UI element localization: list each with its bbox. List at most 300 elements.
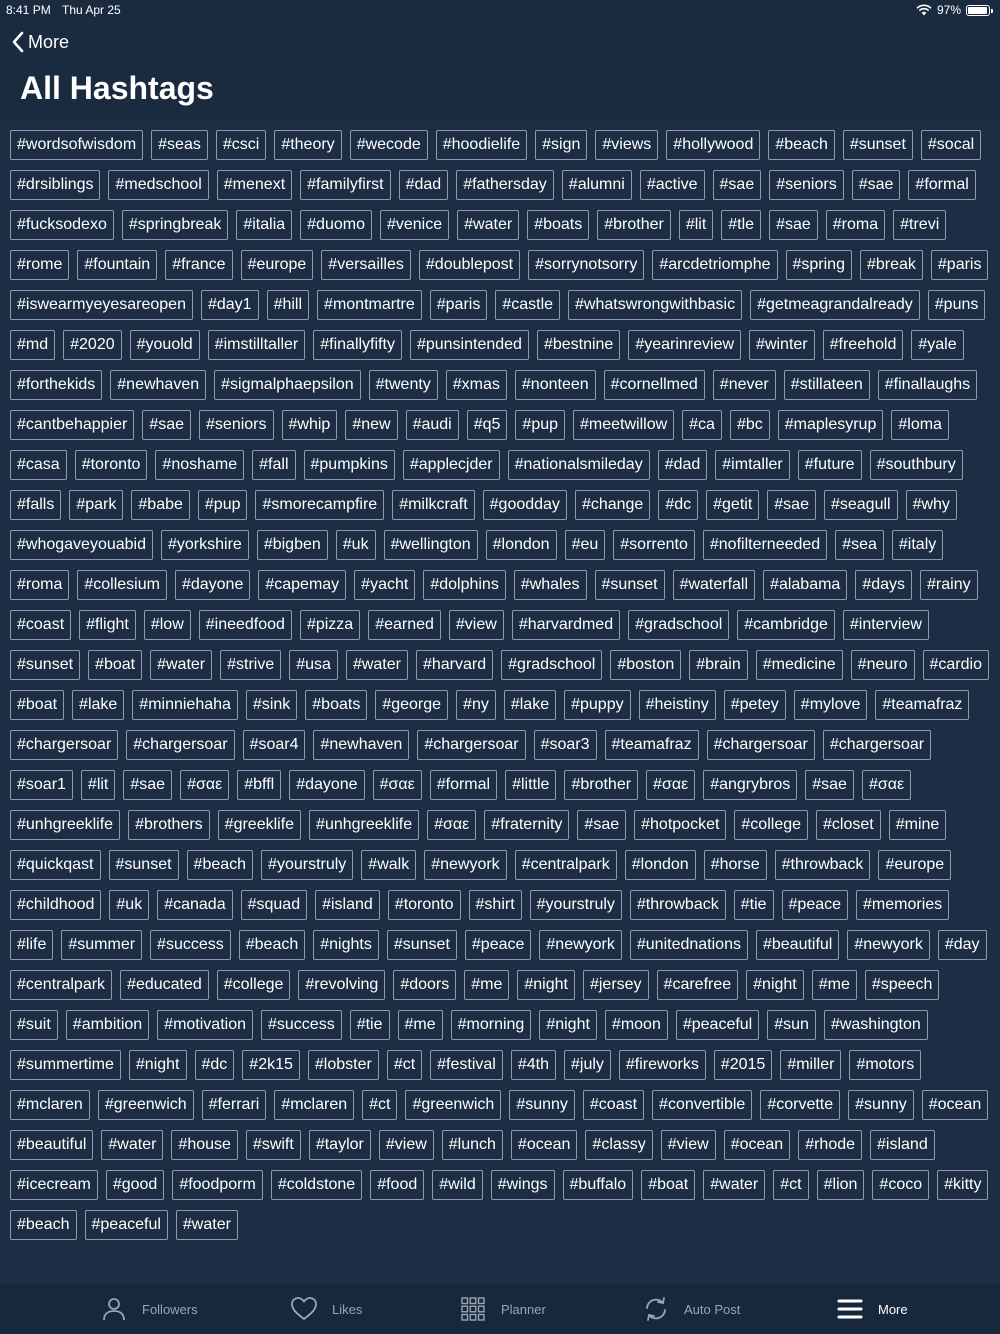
hashtag-chip[interactable]: #buffalo <box>563 1170 634 1200</box>
hashtag-chip[interactable]: #moon <box>605 1010 668 1040</box>
hashtag-chip[interactable]: #unhgreeklife <box>10 810 120 840</box>
hashtag-chip[interactable]: #brother <box>597 210 671 240</box>
hashtag-chip[interactable]: #water <box>346 650 408 680</box>
hashtag-chip[interactable]: #view <box>379 1130 434 1160</box>
hashtag-chip[interactable]: #sorrento <box>613 530 695 560</box>
hashtag-chip[interactable]: #toronto <box>75 450 148 480</box>
hashtag-chip[interactable]: #2020 <box>63 330 122 360</box>
hashtag-chip[interactable]: #drsiblings <box>10 170 100 200</box>
hashtag-chip[interactable]: #hotpocket <box>634 810 726 840</box>
hashtag-chip[interactable]: #college <box>734 810 808 840</box>
hashtag-chip[interactable]: #strive <box>220 650 281 680</box>
hashtag-chip[interactable]: #finallaughs <box>878 370 977 400</box>
hashtag-chip[interactable]: #mclaren <box>10 1090 90 1120</box>
hashtag-chip[interactable]: #hill <box>267 290 309 320</box>
back-button[interactable] <box>10 30 69 54</box>
hashtag-chip[interactable]: #bestnine <box>537 330 620 360</box>
hashtag-chip[interactable]: #doublepost <box>419 250 520 280</box>
hashtag-chip[interactable]: #dayone <box>175 570 250 600</box>
hashtag-list[interactable] <box>10 130 994 1278</box>
hashtag-chip[interactable]: #greenwich <box>405 1090 501 1120</box>
hashtag-chip[interactable]: #night <box>539 1010 597 1040</box>
hashtag-chip[interactable]: #peace <box>465 930 532 960</box>
hashtag-chip[interactable]: #boston <box>610 650 681 680</box>
hashtag-chip[interactable]: #throwback <box>775 850 871 880</box>
hashtag-chip[interactable]: #view <box>661 1130 716 1160</box>
hashtag-chip[interactable]: #europe <box>878 850 951 880</box>
hashtag-chip[interactable]: #σαε <box>180 770 229 800</box>
hashtag-chip[interactable]: #views <box>595 130 658 160</box>
hashtag-chip[interactable]: #sunset <box>10 650 80 680</box>
hashtag-chip[interactable]: #motors <box>849 1050 921 1080</box>
hashtag-chip[interactable]: #day1 <box>201 290 259 320</box>
hashtag-chip[interactable]: #puns <box>928 290 986 320</box>
hashtag-chip[interactable]: #pizza <box>300 610 360 640</box>
hashtag-chip[interactable]: #ambition <box>66 1010 149 1040</box>
hashtag-chip[interactable]: #ferrari <box>202 1090 267 1120</box>
hashtag-chip[interactable]: #goodday <box>483 490 567 520</box>
hashtag-chip[interactable]: #alumni <box>562 170 632 200</box>
hashtag-chip[interactable]: #ocean <box>724 1130 791 1160</box>
hashtag-chip[interactable]: #jersey <box>583 970 649 1000</box>
hashtag-chip[interactable]: #puppy <box>564 690 631 720</box>
hashtag-chip[interactable]: #change <box>575 490 650 520</box>
hashtag-chip[interactable]: #bffl <box>237 770 281 800</box>
hashtag-chip[interactable]: #whogaveyouabid <box>10 530 153 560</box>
hashtag-chip[interactable]: #lake <box>504 690 556 720</box>
hashtag-chip[interactable]: #ct <box>773 1170 808 1200</box>
hashtag-chip[interactable]: #day <box>938 930 987 960</box>
hashtag-chip[interactable]: #carefree <box>657 970 739 1000</box>
hashtag-chip[interactable]: #sunset <box>595 570 665 600</box>
hashtag-chip[interactable]: #break <box>860 250 923 280</box>
hashtag-chip[interactable]: #water <box>150 650 212 680</box>
hashtag-chip[interactable]: #teamafraz <box>875 690 969 720</box>
hashtag-chip[interactable]: #boat <box>88 650 142 680</box>
hashtag-chip[interactable]: #educated <box>120 970 209 1000</box>
hashtag-chip[interactable]: #lion <box>817 1170 865 1200</box>
hashtag-chip[interactable]: #yale <box>911 330 963 360</box>
hashtag-chip[interactable]: #medschool <box>108 170 208 200</box>
hashtag-chip[interactable]: #peace <box>782 890 849 920</box>
hashtag-chip[interactable]: #beautiful <box>10 1130 93 1160</box>
hashtag-chip[interactable]: #menext <box>217 170 292 200</box>
hashtag-chip[interactable]: #4th <box>511 1050 556 1080</box>
hashtag-chip[interactable]: #me <box>812 970 857 1000</box>
hashtag-chip[interactable]: #harvard <box>416 650 493 680</box>
hashtag-chip[interactable]: #sigmalphaepsilon <box>214 370 361 400</box>
hashtag-chip[interactable]: #memories <box>856 890 949 920</box>
hashtag-chip[interactable]: #little <box>505 770 556 800</box>
hashtag-chip[interactable]: #seniors <box>769 170 843 200</box>
hashtag-chip[interactable]: #dayone <box>289 770 364 800</box>
hashtag-chip[interactable]: #good <box>106 1170 165 1200</box>
hashtag-chip[interactable]: #boats <box>527 210 589 240</box>
hashtag-chip[interactable]: #summertime <box>10 1050 121 1080</box>
hashtag-chip[interactable]: #milkcraft <box>392 490 474 520</box>
hashtag-chip[interactable]: #σαε <box>646 770 695 800</box>
hashtag-chip[interactable]: #night <box>746 970 804 1000</box>
hashtag-chip[interactable]: #miller <box>780 1050 841 1080</box>
hashtag-chip[interactable]: #water <box>457 210 519 240</box>
hashtag-chip[interactable]: #wings <box>491 1170 555 1200</box>
hashtag-chip[interactable]: #nofilterneeded <box>703 530 827 560</box>
hashtag-chip[interactable]: #forthekids <box>10 370 102 400</box>
hashtag-chip[interactable]: #lake <box>72 690 124 720</box>
hashtag-chip[interactable]: #washington <box>824 1010 928 1040</box>
hashtag-chip[interactable]: #mine <box>889 810 947 840</box>
hashtag-chip[interactable]: #applecjder <box>403 450 500 480</box>
hashtag-chip[interactable]: #sink <box>246 690 297 720</box>
hashtag-chip[interactable]: #capemay <box>258 570 346 600</box>
tab-likes[interactable] <box>290 1284 362 1334</box>
hashtag-chip[interactable]: #wild <box>432 1170 482 1200</box>
hashtag-chip[interactable]: #roma <box>10 570 69 600</box>
hashtag-chip[interactable]: #nights <box>313 930 379 960</box>
hashtag-chip[interactable]: #chargersoar <box>126 730 234 760</box>
hashtag-chip[interactable]: #dc <box>658 490 698 520</box>
hashtag-chip[interactable]: #paris <box>931 250 989 280</box>
hashtag-chip[interactable]: #boat <box>641 1170 695 1200</box>
hashtag-chip[interactable]: #earned <box>368 610 441 640</box>
hashtag-chip[interactable]: #hollywood <box>666 130 760 160</box>
hashtag-chip[interactable]: #sae <box>577 810 626 840</box>
hashtag-chip[interactable]: #collesium <box>77 570 167 600</box>
hashtag-chip[interactable]: #house <box>171 1130 238 1160</box>
hashtag-chip[interactable]: #july <box>564 1050 611 1080</box>
hashtag-chip[interactable]: #ct <box>387 1050 422 1080</box>
hashtag-chip[interactable]: #festival <box>430 1050 503 1080</box>
hashtag-chip[interactable]: #foodporm <box>172 1170 263 1200</box>
hashtag-chip[interactable]: #castle <box>495 290 560 320</box>
hashtag-chip[interactable]: #success <box>261 1010 342 1040</box>
hashtag-chip[interactable]: #sae <box>769 210 818 240</box>
hashtag-chip[interactable]: #wecode <box>350 130 428 160</box>
hashtag-chip[interactable]: #ct <box>362 1090 397 1120</box>
hashtag-chip[interactable]: #george <box>375 690 448 720</box>
hashtag-chip[interactable]: #ca <box>682 410 722 440</box>
hashtag-chip[interactable]: #pumpkins <box>304 450 395 480</box>
hashtag-chip[interactable]: #fireworks <box>619 1050 706 1080</box>
hashtag-chip[interactable]: #brothers <box>128 810 210 840</box>
hashtag-chip[interactable]: #sae <box>713 170 762 200</box>
hashtag-chip[interactable]: #coldstone <box>271 1170 362 1200</box>
hashtag-chip[interactable]: #duomo <box>300 210 372 240</box>
hashtag-chip[interactable]: #me <box>464 970 509 1000</box>
hashtag-chip[interactable]: #unhgreeklife <box>309 810 419 840</box>
hashtag-chip[interactable]: #fraternity <box>484 810 569 840</box>
hashtag-chip[interactable]: #lit <box>679 210 713 240</box>
hashtag-chip[interactable]: #yourstruly <box>530 890 622 920</box>
hashtag-chip[interactable]: #cantbehappier <box>10 410 134 440</box>
hashtag-chip[interactable]: #childhood <box>10 890 101 920</box>
hashtag-chip[interactable]: #getmeagrandalready <box>750 290 920 320</box>
hashtag-chip[interactable]: #centralpark <box>515 850 617 880</box>
hashtag-chip[interactable]: #fucksodexo <box>10 210 114 240</box>
hashtag-chip[interactable]: #classy <box>585 1130 652 1160</box>
hashtag-chip[interactable]: #beach <box>239 930 306 960</box>
hashtag-chip[interactable]: #sorrynotsorry <box>528 250 644 280</box>
hashtag-chip[interactable]: #italy <box>892 530 943 560</box>
hashtag-chip[interactable]: #babe <box>131 490 190 520</box>
hashtag-chip[interactable]: #petey <box>724 690 786 720</box>
hashtag-chip[interactable]: #socal <box>921 130 981 160</box>
hashtag-chip[interactable]: #rhode <box>798 1130 862 1160</box>
hashtag-chip[interactable]: #sae <box>767 490 816 520</box>
tab-followers[interactable] <box>100 1284 198 1334</box>
hashtag-chip[interactable]: #imtaller <box>715 450 789 480</box>
hashtag-chip[interactable]: #ineedfood <box>199 610 292 640</box>
hashtag-chip[interactable]: #seagull <box>824 490 898 520</box>
hashtag-chip[interactable]: #squad <box>241 890 308 920</box>
hashtag-chip[interactable]: #alabama <box>763 570 847 600</box>
hashtag-chip[interactable]: #mylove <box>794 690 868 720</box>
hashtag-chip[interactable]: #soar1 <box>10 770 73 800</box>
hashtag-chip[interactable]: #active <box>640 170 705 200</box>
hashtag-chip[interactable]: #newhaven <box>313 730 409 760</box>
hashtag-chip[interactable]: #tie <box>350 1010 390 1040</box>
hashtag-chip[interactable]: #iswearmyeyesareopen <box>10 290 193 320</box>
hashtag-chip[interactable]: #walk <box>361 850 416 880</box>
hashtag-chip[interactable]: #youold <box>130 330 200 360</box>
hashtag-chip[interactable]: #teamafraz <box>605 730 699 760</box>
hashtag-chip[interactable]: #summer <box>61 930 142 960</box>
hashtag-chip[interactable]: #toronto <box>388 890 461 920</box>
hashtag-chip[interactable]: #sae <box>142 410 191 440</box>
hashtag-chip[interactable]: #night <box>517 970 575 1000</box>
hashtag-chip[interactable]: #newhaven <box>110 370 206 400</box>
hashtag-chip[interactable]: #dad <box>399 170 449 200</box>
hashtag-chip[interactable]: #swift <box>246 1130 301 1160</box>
hashtag-chip[interactable]: #lobster <box>308 1050 379 1080</box>
hashtag-chip[interactable]: #wordsofwisdom <box>10 130 143 160</box>
hashtag-chip[interactable]: #new <box>345 410 397 440</box>
hashtag-chip[interactable]: #water <box>176 1210 238 1240</box>
hashtag-chip[interactable]: #newyork <box>424 850 506 880</box>
hashtag-chip[interactable]: #getit <box>706 490 759 520</box>
hashtag-chip[interactable]: #familyfirst <box>300 170 390 200</box>
hashtag-chip[interactable]: #greeklife <box>218 810 301 840</box>
hashtag-chip[interactable]: #morning <box>451 1010 532 1040</box>
hashtag-chip[interactable]: #uk <box>336 530 376 560</box>
hashtag-chip[interactable]: #falls <box>10 490 61 520</box>
hashtag-chip[interactable]: #london <box>486 530 557 560</box>
hashtag-chip[interactable]: #beach <box>768 130 835 160</box>
hashtag-chip[interactable]: #loma <box>891 410 949 440</box>
hashtag-chip[interactable]: #smorecampfire <box>255 490 384 520</box>
hashtag-chip[interactable]: #theory <box>274 130 341 160</box>
hashtag-chip[interactable]: #chargersoar <box>707 730 815 760</box>
hashtag-chip[interactable]: #sae <box>852 170 901 200</box>
hashtag-chip[interactable]: #maplesyrup <box>778 410 884 440</box>
hashtag-chip[interactable]: #horse <box>704 850 767 880</box>
hashtag-chip[interactable]: #neuro <box>851 650 915 680</box>
hashtag-chip[interactable]: #convertible <box>652 1090 752 1120</box>
hashtag-chip[interactable]: #fountain <box>77 250 157 280</box>
hashtag-chip[interactable]: #seas <box>151 130 208 160</box>
hashtag-chip[interactable]: #sunset <box>109 850 179 880</box>
hashtag-chip[interactable]: #lit <box>81 770 115 800</box>
hashtag-chip[interactable]: #centralpark <box>10 970 112 1000</box>
hashtag-chip[interactable]: #yacht <box>354 570 415 600</box>
hashtag-chip[interactable]: #twenty <box>369 370 438 400</box>
hashtag-chip[interactable]: #coast <box>10 610 71 640</box>
hashtag-chip[interactable]: #2015 <box>714 1050 773 1080</box>
hashtag-chip[interactable]: #pup <box>198 490 248 520</box>
hashtag-chip[interactable]: #southbury <box>870 450 963 480</box>
hashtag-chip[interactable]: #boat <box>10 690 64 720</box>
hashtag-chip[interactable]: #me <box>398 1010 443 1040</box>
hashtag-chip[interactable]: #σαε <box>862 770 911 800</box>
hashtag-chip[interactable]: #whatswrongwithbasic <box>568 290 742 320</box>
hashtag-chip[interactable]: #chargersoar <box>823 730 931 760</box>
hashtag-chip[interactable]: #icecream <box>10 1170 98 1200</box>
tab-auto-post[interactable] <box>642 1284 740 1334</box>
hashtag-chip[interactable]: #ocean <box>922 1090 989 1120</box>
hashtag-chip[interactable]: #2k15 <box>242 1050 300 1080</box>
hashtag-chip[interactable]: #brain <box>689 650 747 680</box>
hashtag-chip[interactable]: #cardio <box>923 650 989 680</box>
hashtag-chip[interactable]: #throwback <box>630 890 726 920</box>
hashtag-chip[interactable]: #tle <box>721 210 761 240</box>
hashtag-chip[interactable]: #park <box>69 490 123 520</box>
hashtag-chip[interactable]: #minniehaha <box>132 690 238 720</box>
hashtag-chip[interactable]: #success <box>150 930 231 960</box>
hashtag-chip[interactable]: #noshame <box>155 450 244 480</box>
hashtag-chip[interactable]: #sunset <box>843 130 913 160</box>
hashtag-chip[interactable]: #chargersoar <box>10 730 118 760</box>
hashtag-chip[interactable]: #dad <box>658 450 708 480</box>
hashtag-chip[interactable]: #versailles <box>321 250 411 280</box>
hashtag-chip[interactable]: #gradschool <box>628 610 729 640</box>
hashtag-chip[interactable]: #montmartre <box>317 290 422 320</box>
hashtag-chip[interactable]: #dolphins <box>423 570 506 600</box>
hashtag-chip[interactable]: #newyork <box>847 930 929 960</box>
hashtag-chip[interactable]: #food <box>370 1170 424 1200</box>
hashtag-chip[interactable]: #kitty <box>937 1170 988 1200</box>
hashtag-chip[interactable]: #σαε <box>373 770 422 800</box>
hashtag-chip[interactable]: #beautiful <box>756 930 839 960</box>
hashtag-chip[interactable]: #france <box>165 250 232 280</box>
hashtag-chip[interactable]: #harvardmed <box>512 610 620 640</box>
hashtag-chip[interactable]: #gradschool <box>501 650 602 680</box>
hashtag-chip[interactable]: #meetwillow <box>573 410 674 440</box>
hashtag-chip[interactable]: #suit <box>10 1010 58 1040</box>
hashtag-chip[interactable]: #never <box>713 370 776 400</box>
hashtag-chip[interactable]: #view <box>449 610 504 640</box>
hashtag-chip[interactable]: #paris <box>430 290 488 320</box>
hashtag-chip[interactable]: #greenwich <box>98 1090 194 1120</box>
hashtag-chip[interactable]: #europe <box>241 250 314 280</box>
hashtag-chip[interactable]: #md <box>10 330 55 360</box>
hashtag-chip[interactable]: #tie <box>734 890 774 920</box>
hashtag-chip[interactable]: #uk <box>109 890 149 920</box>
hashtag-chip[interactable]: #corvette <box>760 1090 840 1120</box>
hashtag-chip[interactable]: #freehold <box>823 330 904 360</box>
hashtag-chip[interactable]: #dc <box>195 1050 235 1080</box>
hashtag-chip[interactable]: #low <box>144 610 191 640</box>
hashtag-chip[interactable]: #closet <box>816 810 881 840</box>
hashtag-chip[interactable]: #why <box>906 490 957 520</box>
hashtag-chip[interactable]: #flight <box>79 610 136 640</box>
hashtag-chip[interactable]: #punsintended <box>410 330 529 360</box>
hashtag-chip[interactable]: #venice <box>380 210 449 240</box>
tab-more[interactable] <box>836 1284 908 1334</box>
hashtag-chip[interactable]: #ny <box>456 690 496 720</box>
hashtag-chip[interactable]: #boats <box>305 690 367 720</box>
hashtag-chip[interactable]: #shirt <box>469 890 522 920</box>
hashtag-chip[interactable]: #cornellmed <box>604 370 705 400</box>
hashtag-chip[interactable]: #q5 <box>467 410 508 440</box>
hashtag-chip[interactable]: #ocean <box>511 1130 578 1160</box>
hashtag-chip[interactable]: #rome <box>10 250 69 280</box>
hashtag-chip[interactable]: #island <box>315 890 380 920</box>
hashtag-chip[interactable]: #night <box>129 1050 187 1080</box>
hashtag-chip[interactable]: #whip <box>282 410 338 440</box>
hashtag-chip[interactable]: #rainy <box>920 570 978 600</box>
hashtag-chip[interactable]: #doors <box>393 970 456 1000</box>
hashtag-chip[interactable]: #water <box>703 1170 765 1200</box>
hashtag-chip[interactable]: #xmas <box>446 370 507 400</box>
hashtag-chip[interactable]: #italia <box>236 210 292 240</box>
hashtag-chip[interactable]: #taylor <box>309 1130 371 1160</box>
hashtag-chip[interactable]: #revolving <box>298 970 385 1000</box>
hashtag-chip[interactable]: #quickqast <box>10 850 101 880</box>
hashtag-chip[interactable]: #csci <box>216 130 266 160</box>
hashtag-chip[interactable]: #sunny <box>509 1090 575 1120</box>
hashtag-chip[interactable]: #motivation <box>157 1010 253 1040</box>
hashtag-chip[interactable]: #beach <box>10 1210 77 1240</box>
hashtag-chip[interactable]: #college <box>217 970 291 1000</box>
hashtag-chip[interactable]: #london <box>625 850 696 880</box>
hashtag-chip[interactable]: #peaceful <box>676 1010 759 1040</box>
hashtag-chip[interactable]: #formal <box>908 170 975 200</box>
hashtag-chip[interactable]: #winter <box>749 330 815 360</box>
hashtag-chip[interactable]: #bigben <box>257 530 328 560</box>
hashtag-chip[interactable]: #future <box>798 450 862 480</box>
hashtag-chip[interactable]: #seniors <box>199 410 273 440</box>
hashtag-chip[interactable]: #eu <box>565 530 606 560</box>
hashtag-chip[interactable]: #fall <box>252 450 295 480</box>
hashtag-chip[interactable]: #roma <box>826 210 885 240</box>
hashtag-chip[interactable]: #arcdetriomphe <box>652 250 777 280</box>
hashtag-chip[interactable]: #whales <box>514 570 587 600</box>
hashtag-chip[interactable]: #sae <box>805 770 854 800</box>
hashtag-chip[interactable]: #waterfall <box>673 570 755 600</box>
hashtag-chip[interactable]: #σαε <box>427 810 476 840</box>
hashtag-chip[interactable]: #unitednations <box>630 930 748 960</box>
hashtag-chip[interactable]: #speech <box>865 970 940 1000</box>
hashtag-chip[interactable]: #newyork <box>539 930 621 960</box>
hashtag-chip[interactable]: #yourstruly <box>261 850 353 880</box>
hashtag-chip[interactable]: #sea <box>835 530 884 560</box>
hashtag-chip[interactable]: #interview <box>843 610 929 640</box>
hashtag-chip[interactable]: #wellington <box>384 530 478 560</box>
hashtag-chip[interactable]: #medicine <box>756 650 843 680</box>
hashtag-chip[interactable]: #usa <box>289 650 338 680</box>
hashtag-chip[interactable]: #peaceful <box>85 1210 168 1240</box>
hashtag-chip[interactable]: #brother <box>564 770 638 800</box>
hashtag-chip[interactable]: #yearinreview <box>628 330 741 360</box>
hashtag-chip[interactable]: #sun <box>767 1010 816 1040</box>
hashtag-chip[interactable]: #island <box>870 1130 935 1160</box>
hashtag-chip[interactable]: #nonteen <box>515 370 596 400</box>
hashtag-chip[interactable]: #water <box>101 1130 163 1160</box>
hashtag-chip[interactable]: #trevi <box>893 210 946 240</box>
hashtag-chip[interactable]: #stillateen <box>784 370 870 400</box>
hashtag-chip[interactable]: #spring <box>786 250 852 280</box>
hashtag-chip[interactable]: #sunset <box>387 930 457 960</box>
